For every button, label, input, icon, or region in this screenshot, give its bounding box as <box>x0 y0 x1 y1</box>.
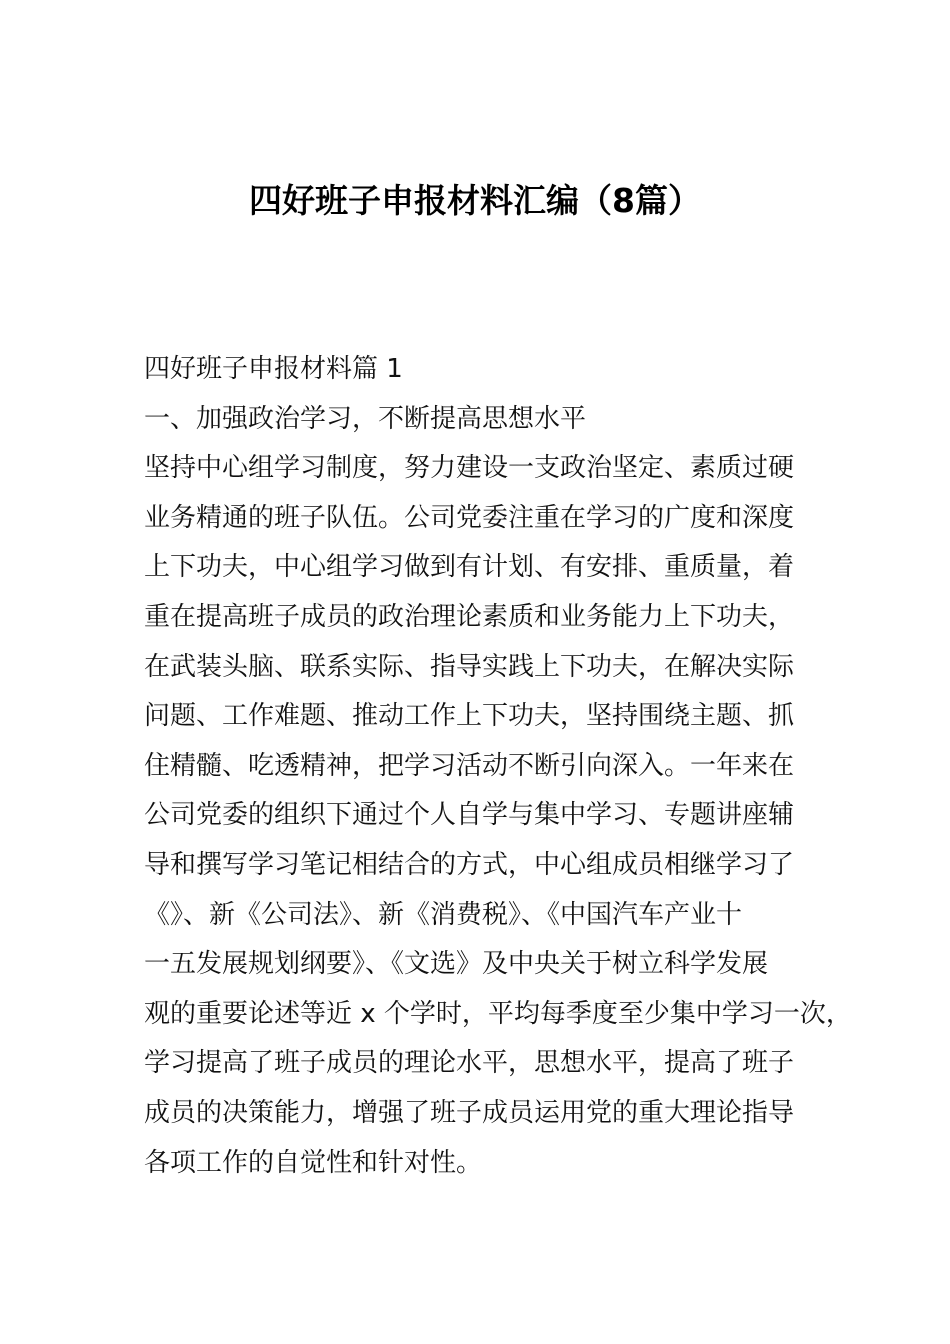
paragraph-line: 在武装头脑、联系实际、指导实践上下功夫，在解决实际 <box>144 651 795 682</box>
paragraph-line: 各项工作的自觉性和针对性。 <box>144 1147 483 1178</box>
paragraph-line: 《》、新《公司法》、新《消费税》、《中国汽车产业十 <box>144 899 743 930</box>
paragraph-line: 上下功夫，中心组学习做到有计划、有安排、重质量，着 <box>144 552 795 583</box>
paragraph-line: 住精髓、吃透精神，把学习活动不断引向深入。一年来在 <box>144 750 795 781</box>
paragraph-line: 重在提高班子成员的政治理论素质和业务能力上下功夫， <box>144 601 795 632</box>
paragraph-line: 导和撰写学习笔记相结合的方式，中心组成员相继学习了 <box>144 849 795 880</box>
paragraph-line: 学习提高了班子成员的理论水平，思想水平，提高了班子 <box>144 1048 795 1079</box>
paragraph-line: 观的重要论述等近 x 个学时，平均每季度至少集中学习一次， <box>144 998 852 1029</box>
paragraph-line: 坚持中心组学习制度，努力建设一支政治坚定、素质过硬 <box>144 453 795 484</box>
document-title: 四好班子申报材料汇编（8篇） <box>249 181 701 220</box>
paragraph-line: 一五发展规划纲要》、《文选》及中央关于树立科学发展 <box>144 949 769 980</box>
paragraph-line: 成员的决策能力，增强了班子成员运用党的重大理论指导 <box>144 1097 795 1128</box>
paragraph-line: 公司党委的组织下通过个人自学与集中学习、专题讲座辅 <box>144 800 795 831</box>
document-body <box>144 345 852 1188</box>
subheading: 一、加强政治学习，不断提高思想水平 <box>144 403 587 434</box>
section-heading: 四好班子申报材料篇 1 <box>144 354 403 384</box>
paragraph-line: 问题、工作难题、推动工作上下功夫，坚持围绕主题、抓 <box>144 701 795 732</box>
paragraph-line: 业务精通的班子队伍。公司党委注重在学习的广度和深度 <box>144 502 795 533</box>
